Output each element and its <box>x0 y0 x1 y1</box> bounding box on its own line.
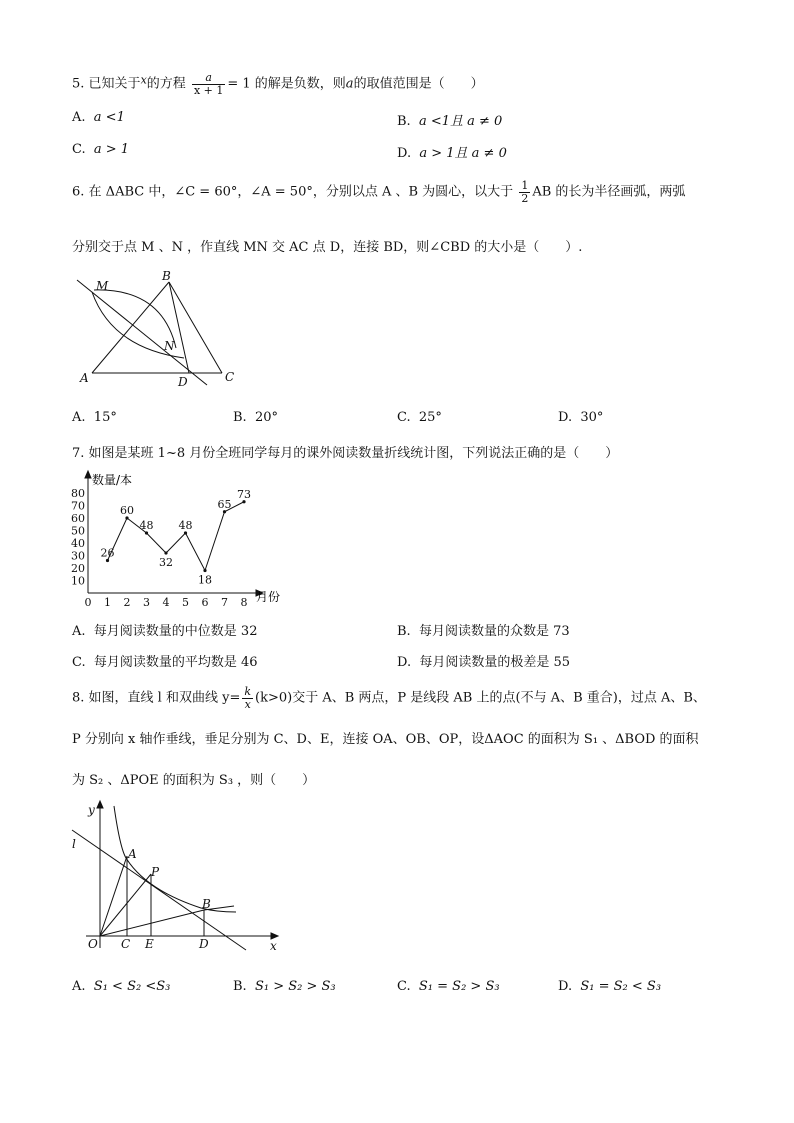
q8-number: 8. <box>72 690 85 706</box>
option-label: B. <box>397 624 411 639</box>
option-label: B. <box>233 979 247 994</box>
label-c: C <box>225 370 235 384</box>
option-text: a > 1 <box>93 142 130 157</box>
option-text: 25° <box>418 410 442 425</box>
y-tick-label: 30 <box>71 549 85 563</box>
segment-oa <box>100 856 127 936</box>
y-axis-arrow <box>85 471 91 478</box>
q8-option-a[interactable] <box>72 979 170 994</box>
y-axis-arrow <box>97 801 103 808</box>
option-label: D. <box>397 146 412 161</box>
q5-fraction <box>192 72 225 96</box>
q6-frac-num: 1 <box>521 179 529 192</box>
x-tick-label: 4 <box>162 596 170 608</box>
option-text: 每月阅读数量的众数是 73 <box>418 624 570 639</box>
q8-frac-den: x <box>244 697 251 711</box>
q7-option-d[interactable] <box>397 651 570 670</box>
label-e: E <box>145 937 154 951</box>
q7-option-b[interactable] <box>397 620 570 639</box>
q6-frac-den: 2 <box>521 191 529 205</box>
y-tick-label: 60 <box>71 512 85 525</box>
data-point <box>164 551 167 554</box>
q5-text-a: 已知关于 <box>88 76 141 92</box>
chart-ylabel: 数量/本 <box>92 473 133 487</box>
label-d: D <box>199 937 209 951</box>
q7-text: 如图是某班 1~8 月份全班同学每月的课外阅读数量折线统计图，下列说法正确的是（ ） <box>88 446 619 461</box>
data-label: 73 <box>237 487 251 501</box>
y-tick-label: 10 <box>71 574 85 588</box>
label-b: B <box>202 897 211 911</box>
q6-option-a[interactable] <box>72 410 117 425</box>
q5-frac-den: x + 1 <box>193 83 224 97</box>
data-point <box>203 569 206 572</box>
q5-var-a: a <box>345 76 354 92</box>
option-label: D. <box>558 410 573 425</box>
option-label: B. <box>397 114 411 129</box>
q8-option-b[interactable] <box>233 979 336 994</box>
q5-option-a[interactable] <box>72 110 125 125</box>
q7-option-c[interactable] <box>72 651 258 670</box>
q6-option-b[interactable] <box>233 410 278 425</box>
q8-stem-line3: 为 S₂ 、ΔPOE 的面积为 S₃ ，则（ ） <box>72 773 316 788</box>
option-text: 15° <box>93 410 117 425</box>
line-l <box>72 830 246 950</box>
label-a: A <box>80 371 89 385</box>
q8-hyperbola-figure <box>66 798 286 958</box>
data-label: 32 <box>159 556 173 569</box>
option-label: C. <box>72 142 86 157</box>
data-label: 48 <box>178 519 193 532</box>
option-text: a <1 <box>93 110 125 125</box>
q6-stem-line1 <box>72 180 685 204</box>
data-label: 26 <box>100 546 115 560</box>
side-ab <box>92 282 169 373</box>
option-label: A. <box>72 110 86 125</box>
x-tick-label: 8 <box>240 596 248 608</box>
q7-number: 7. <box>72 446 85 461</box>
label-m: M <box>96 279 109 293</box>
option-text: S₁ = S₂ > S₃ <box>418 979 500 994</box>
q8-line1-a: 如图，直线 l 和双曲线 y= <box>88 690 241 706</box>
label-x: x <box>270 939 277 953</box>
q6-fraction <box>519 180 530 204</box>
option-text: 每月阅读数量的平均数是 46 <box>93 655 258 670</box>
option-label: A. <box>72 979 86 994</box>
segment-op <box>100 874 151 936</box>
option-label: A. <box>72 624 86 639</box>
option-text: a <1且 a ≠ 0 <box>418 114 503 129</box>
option-text: 20° <box>254 410 278 425</box>
side-bc <box>169 282 222 373</box>
q5-frac-num: a <box>192 72 225 85</box>
option-label: A. <box>72 410 86 425</box>
q6-option-d[interactable] <box>558 410 603 425</box>
option-text: S₁ = S₂ < S₃ <box>580 979 662 994</box>
y-tick-label: 70 <box>71 499 85 513</box>
q5-number: 5. <box>72 76 85 92</box>
q8-frac-num: k <box>244 685 252 698</box>
x-tick-label: 3 <box>143 596 150 608</box>
q8-line1-b: (k>0)交于 A、B 两点，P 是线段 AB 上的点(不与 A、B 重合)，过点 A、B、 <box>255 690 706 706</box>
y-tick-label: 50 <box>71 524 85 538</box>
option-text: 每月阅读数量的极差是 55 <box>419 655 571 670</box>
q6-line1-b: AB 的长为半径画弧，两弧 <box>532 184 686 200</box>
option-text: S₁ < S₂ <S₃ <box>93 979 171 994</box>
q5-var-x: x <box>140 73 147 87</box>
q8-option-c[interactable] <box>397 979 500 994</box>
option-label: C. <box>72 655 86 670</box>
label-b: B <box>162 269 171 283</box>
q5-option-c[interactable] <box>72 142 129 157</box>
data-label: 65 <box>217 497 232 511</box>
chart-xlabel: 月份 <box>256 590 281 604</box>
option-text: a > 1且 a ≠ 0 <box>419 146 507 161</box>
data-label: 48 <box>139 519 154 532</box>
q7-option-a[interactable] <box>72 620 257 639</box>
y-tick-label: 20 <box>71 562 85 575</box>
x-tick-label: 1 <box>104 596 111 608</box>
q6-number: 6. <box>72 184 85 200</box>
x-tick-label: 6 <box>201 596 209 608</box>
label-c: C <box>121 937 131 951</box>
x-tick-label: 5 <box>182 596 189 608</box>
label-a: A <box>128 847 137 861</box>
option-text: S₁ > S₂ > S₃ <box>254 979 336 994</box>
q8-fraction <box>242 686 253 710</box>
q8-stem-line2: P 分别向 x 轴作垂线，垂足分别为 C、D、E，连接 OA、OB、OP，设ΔAOC 的面积为 S₁ 、ΔBOD 的面积 <box>72 732 699 747</box>
option-label: D. <box>558 979 573 994</box>
q6-stem-line2: 分别交于点 M 、N ，作直线 MN 交 AC 点 D，连接 BD，则∠CBD 的大小是（ ）. <box>72 240 583 255</box>
label-p: P <box>151 865 160 879</box>
label-l: l <box>72 837 76 851</box>
option-label: C. <box>397 410 411 425</box>
x-tick-label: 0 <box>84 596 92 608</box>
segment-bd <box>169 282 189 373</box>
label-n: N <box>164 339 175 353</box>
q5-text-c: = 1 的解是负数，则 <box>227 76 346 92</box>
option-label: C. <box>397 979 411 994</box>
data-label: 18 <box>198 573 212 587</box>
q6-option-c[interactable] <box>397 410 442 425</box>
option-label: B. <box>233 410 247 425</box>
y-tick-label: 80 <box>71 487 85 500</box>
option-text: 30° <box>580 410 604 425</box>
q5-text-d: 的取值范围是（ ） <box>353 76 484 92</box>
q5-option-d[interactable] <box>397 142 507 161</box>
q8-option-d[interactable] <box>558 979 661 994</box>
option-label: D. <box>397 655 412 670</box>
data-label: 60 <box>120 504 134 517</box>
q7-stem <box>72 442 618 461</box>
q5-text-b: 的方程 <box>146 76 186 92</box>
line-mn <box>77 280 207 385</box>
label-y: y <box>88 803 95 817</box>
q6-triangle-figure <box>72 268 252 393</box>
segment-ob <box>100 910 204 936</box>
q7-line-chart <box>66 468 296 608</box>
label-d: D <box>178 375 188 389</box>
x-tick-label: 7 <box>221 596 228 608</box>
x-tick-label: 2 <box>123 596 131 608</box>
label-o: O <box>88 937 98 951</box>
q5-option-b[interactable] <box>397 110 502 129</box>
q6-line1-a: 在 ΔABC 中，∠C = 60°，∠A = 50°，分别以点 A 、B 为圆心，以大于 <box>88 184 514 200</box>
q8-stem-line1 <box>72 686 706 710</box>
option-text: 每月阅读数量的中位数是 32 <box>93 624 258 639</box>
q5-stem <box>72 72 484 96</box>
y-tick-label: 40 <box>71 537 85 550</box>
